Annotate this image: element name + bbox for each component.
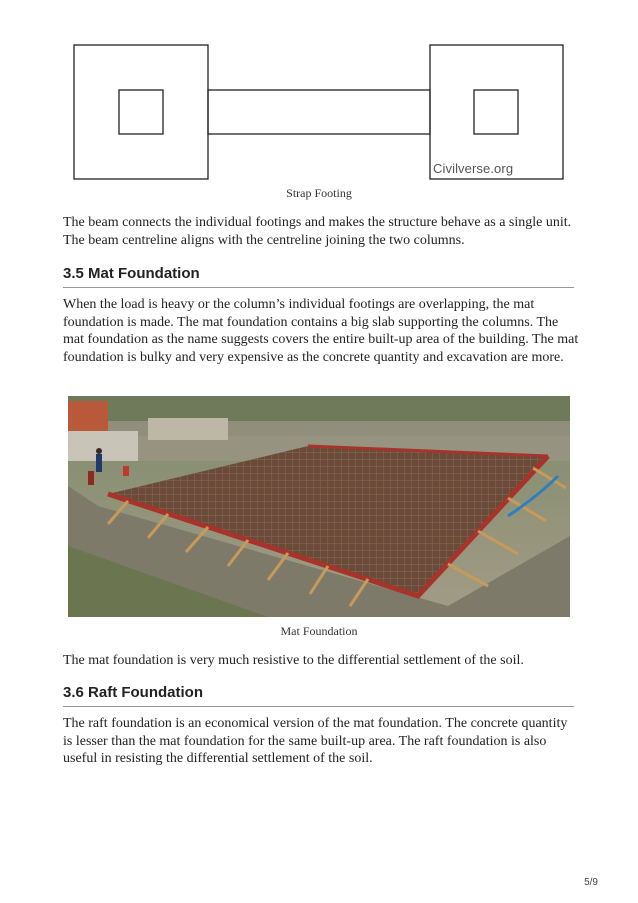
mat-foundation-photo [68,396,570,617]
paragraph-mat: When the load is heavy or the column’s individual footings are overlapping, the mat foundation is made. The mat foundation contains a big slab supporting the columns. The mat foundation as the name suggests covers the entire built-up area of the building. The mat foundation is bulky and very expensive as the concrete quantity and excavation are more. [63,297,579,365]
right-column [474,90,518,134]
figure-caption-strap: Strap Footing [286,186,352,200]
heading-rule [63,706,574,707]
left-footing [74,45,208,179]
figure-caption-mat: Mat Foundation [280,624,358,638]
strap-footing-diagram [73,44,565,180]
watermark: Civilverse.org [433,161,514,176]
heading-mat-foundation: 3.5 Mat Foundation [63,265,200,282]
right-footing [430,45,563,179]
strap-beam [208,90,430,134]
page-number: 5/9 [584,877,598,888]
left-column [119,90,163,134]
paragraph-strap: The beam connects the individual footings and makes the structure behave as a single unit. The beam centreline aligns with the centreline joining the two columns. [63,215,572,248]
paragraph-raft: The raft foundation is an economical version of the mat foundation. The concrete quantity is lesser than the mat foundation for the same built-up area. The raft foundation is also useful in resisting the differential settlement of the soil. [63,716,568,767]
heading-raft-foundation: 3.6 Raft Foundation [63,684,203,701]
paragraph-mat-after: The mat foundation is very much resistive to the differential settlement of the soil. [63,653,524,668]
heading-rule [63,287,574,288]
